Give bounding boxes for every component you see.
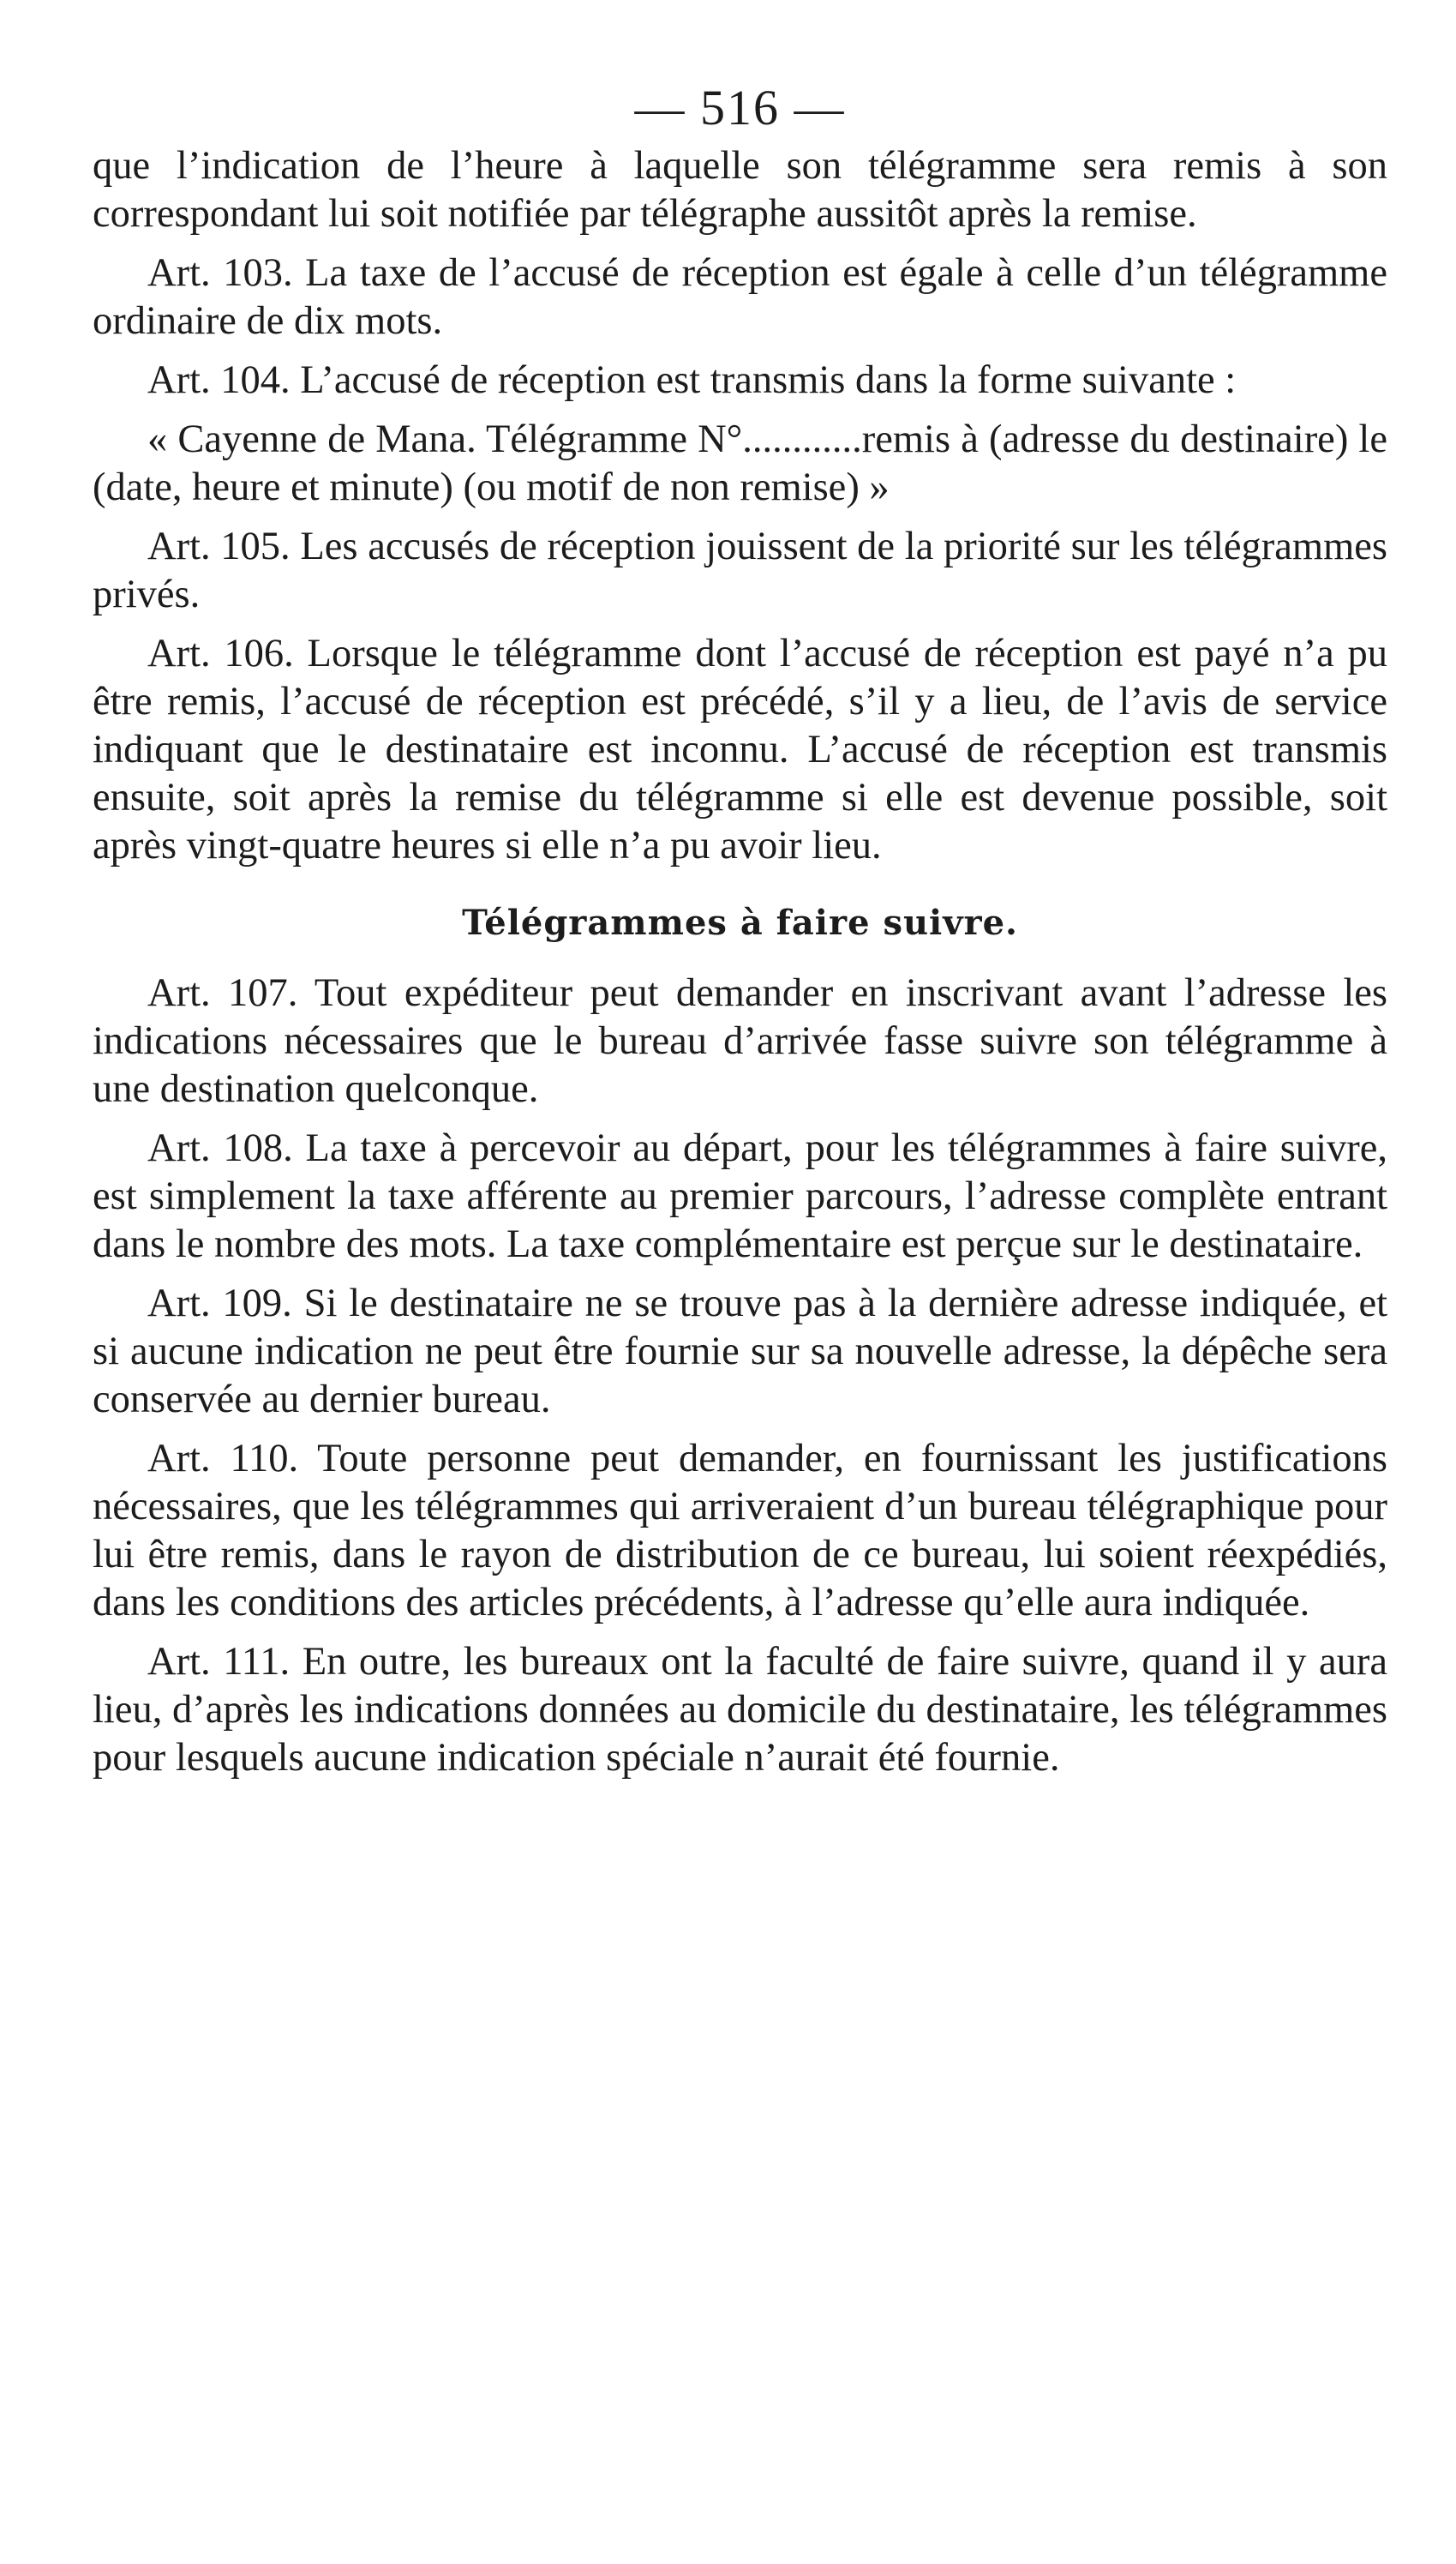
page-number: — 516 — — [634, 80, 846, 135]
paragraph-art-106: Art. 106. Lorsque le télégramme dont l’accusé de réception est payé n’a pu être remis, l’accusé de réception est précédé, s’il y a lieu, de l’avis de service indiquant que le destinataire est inconnu. L’accusé de réception est transmis ensuite, soit après la remise du télégramme si elle est devenue possible, soit après vingt-quatre heures si elle n’a pu avoir lieu. — [93, 632, 1387, 868]
text-block-before — [93, 142, 1387, 870]
paragraph-art-104: Art. 104. L’accusé de réception est transmis dans la forme suivante : — [147, 358, 1237, 402]
paragraph-art-103: Art. 103. La taxe de l’accusé de réception est égale à celle d’un télégramme ordinaire de dix mots. — [93, 251, 1387, 343]
paragraph-art-110: Art. 110. Toute personne peut demander, en fournissant les justifications nécessaires, que les télégrammes qui arriveraient d’un bureau télégraphique pour lui être remis, dans le rayon de distribution de ce bureau, lui soient réexpédiés, dans les conditions des articles précédents, à l’adresse qu’elle aura indiquée. — [93, 1437, 1387, 1624]
paragraph-art-105: Art. 105. Les accusés de réception jouissent de la priorité sur les télégrammes privés. — [93, 525, 1387, 616]
text-block-after — [93, 970, 1387, 1782]
paragraph-art-107: Art. 107. Tout expéditeur peut demander en inscrivant avant l’adresse les indications nécessaires que le bureau d’arrivée fasse suivre son télégramme à une destination quelconque. — [93, 971, 1387, 1111]
paragraph-art-109: Art. 109. Si le destinataire ne se trouve pas à la dernière adresse indiquée, et si aucune indication ne peut être fournie sur sa nouvelle adresse, la dépêche sera conservée au dernier bureau. — [93, 1282, 1387, 1421]
paragraph-telegram-form: « Cayenne de Mana. Télégramme N°............remis à (adresse du destinaire) le (date, heure et minute) (ou motif de non remise) » — [93, 417, 1387, 509]
paragraph-art-111: Art. 111. En outre, les bureaux ont la faculté de faire suivre, quand il y aura lieu, d’après les indications données au domicile du destinataire, les télégrammes pour lesquels aucune indication spéciale n’aurait été fournie. — [93, 1640, 1387, 1780]
section-title: Télégrammes à faire suivre. — [462, 903, 1018, 943]
paragraph: que l’indication de l’heure à laquelle son télégramme sera remis à son correspondant lui soit notifiée par télégraphe aussitôt après la remise. — [93, 144, 1387, 236]
paragraph-art-108: Art. 108. La taxe à percevoir au départ, pour les télégrammes à faire suivre, est simplement la taxe afférente au premier parcours, l’adresse complète entrant dans le nombre des mots. La taxe complémentaire est perçue sur le destinataire. — [93, 1126, 1387, 1266]
